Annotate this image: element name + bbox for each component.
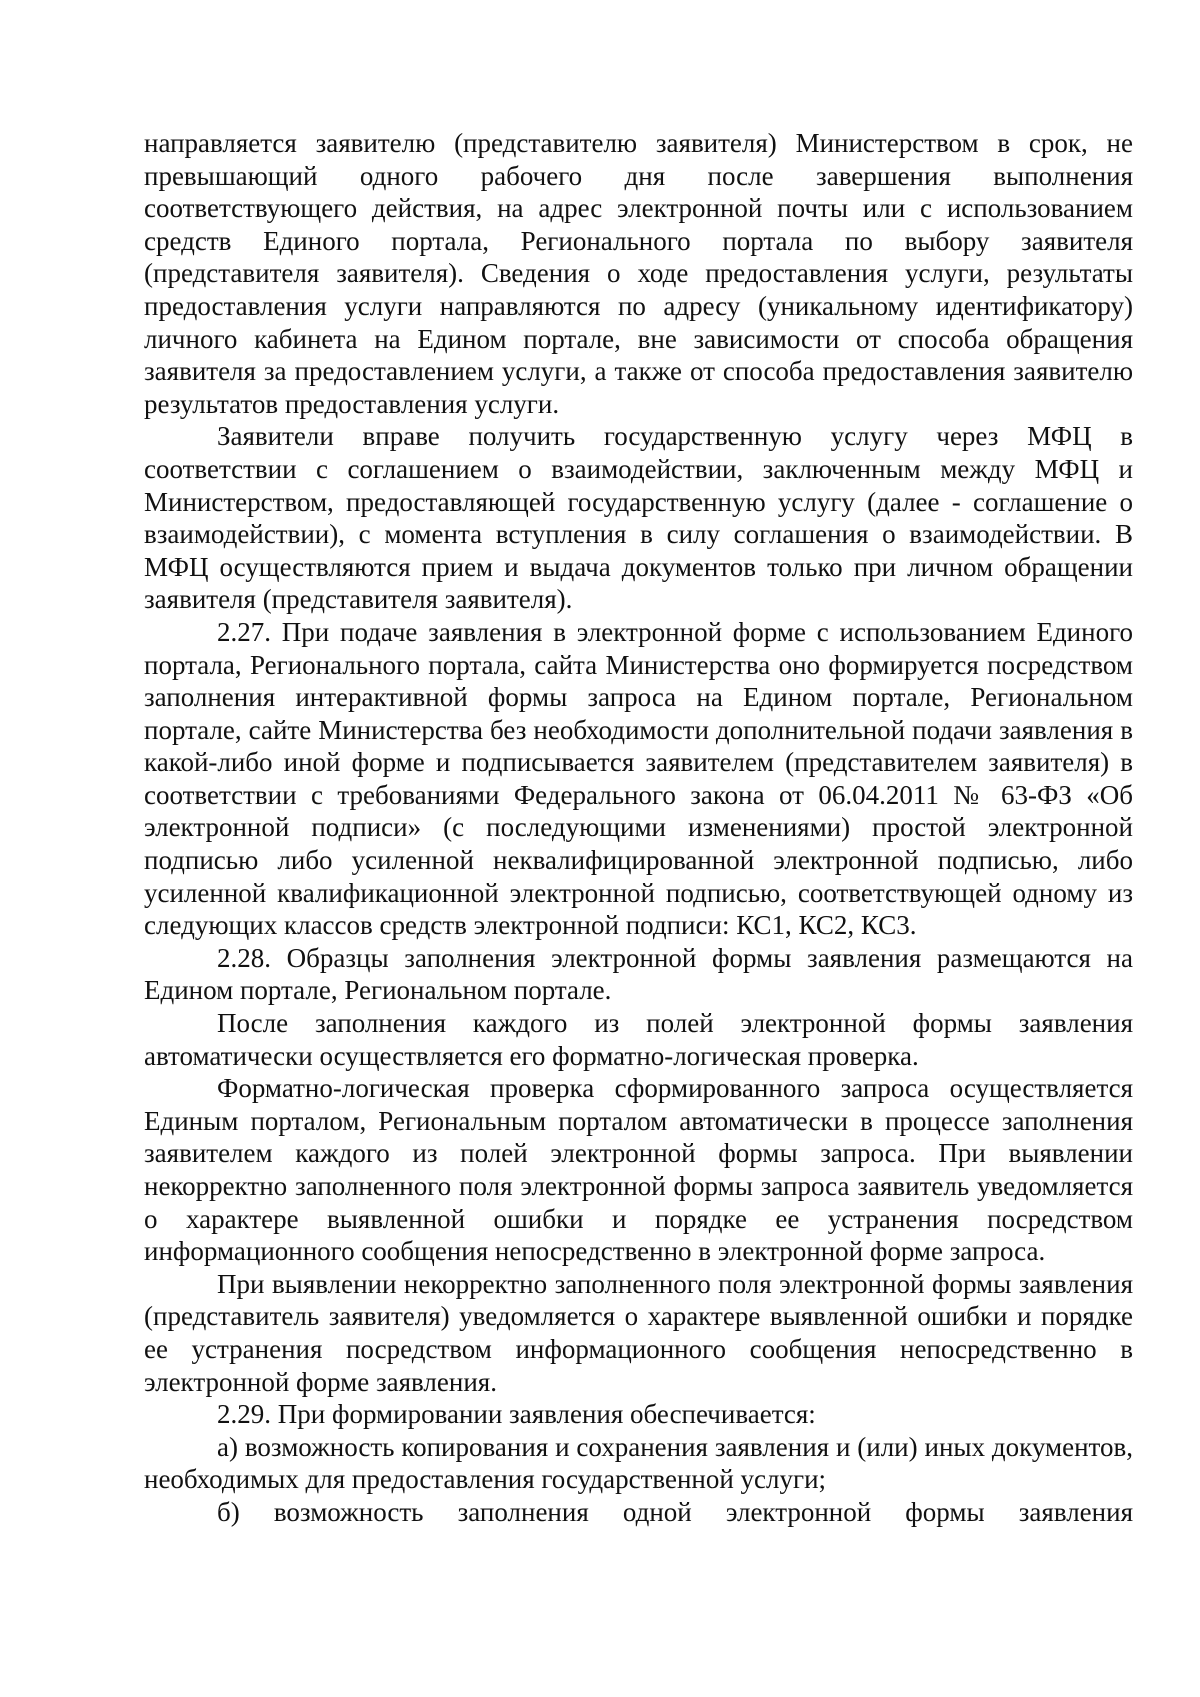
document-body xyxy=(144,127,1133,1529)
paragraph-2-28: 2.28. Образцы заполнения электронной формы заявления размещаются на Едином портале, Региональном портале. xyxy=(144,942,1133,1006)
paragraph-mfc: Заявители вправе получить государственную услугу через МФЦ в соответствии с соглашением о взаимодействии, заключенным между МФЦ и Министерством, предоставляющей государственную услугу (далее - соглашение о взаимодействии), с момента вступления в силу соглашения о взаимодействии. В МФЦ осуществляются прием и выдача документов только при личном обращении заявителя (представителя заявителя). xyxy=(144,421,1133,615)
paragraph-2-27: 2.27. При подаче заявления в электронной форме с использованием Единого портала, Регионального портала, сайта Министерства оно формируется посредством заполнения интерактивной формы запроса на Едином портале, Региональном портале, сайте Министерства без необходимости дополнительной подачи заявления в какой-либо иной форме и подписывается заявителем (представителем заявителя) в соответствии с требованиями Федерального закона от 06.04.2011 № 63-ФЗ «Об электронной подписи» (с последующими изменениями) простой электронной подписью либо усиленной неквалифицированной электронной подписью, либо усиленной квалификационной электронной подписью, соответствующей одному из следующих классов средств электронной подписи: КС1, КС2, КС3. xyxy=(144,616,1133,941)
paragraph-2-29: 2.29. При формировании заявления обеспечивается: xyxy=(217,1399,816,1430)
paragraph-format-logic-check: Форматно-логическая проверка сформированного запроса осуществляется Единым порталом, Региональным порталом автоматически в процессе заполнения заявителем каждого из полей электронной формы запроса. При выявлении некорректно заполненного поля электронной формы запроса заявитель уведомляется о характере выявленной ошибки и порядке ее устранения посредством информационного сообщения непосредственно в электронной форме запроса. xyxy=(144,1073,1133,1267)
list-item-a: а) возможность копирования и сохранения заявления и (или) иных документов, необходимых для предоставления государственной услуги; xyxy=(144,1431,1133,1495)
list-item-b: б) возможность заполнения одной электронной формы заявления xyxy=(217,1496,1133,1527)
paragraph-format-check: После заполнения каждого из полей электронной формы заявления автоматически осуществляется его форматно-логическая проверка. xyxy=(144,1008,1133,1071)
paragraph-incorrect-field: При выявлении некорректно заполненного поля электронной формы заявления (представитель заявителя) уведомляется о характере выявленной ошибки и порядке ее устранения посредством информационного сообщения непосредственно в электронной форме заявления. xyxy=(144,1268,1133,1397)
paragraph-continuation: направляется заявителю (представителю заявителя) Министерством в срок, не превышающий одного рабочего дня после завершения выполнения соответствующего действия, на адрес электронной почты или с использованием средств Единого портала, Регионального портала по выбору заявителя (представителя заявителя). Сведения о ходе предоставления услуги, результаты предоставления услуги направляются по адресу (уникальному идентификатору) личного кабинета на Едином портале, вне зависимости от способа обращения заявителя за предоставлением услуги, а также от способа предоставления заявителю результатов предоставления услуги. xyxy=(144,128,1133,419)
